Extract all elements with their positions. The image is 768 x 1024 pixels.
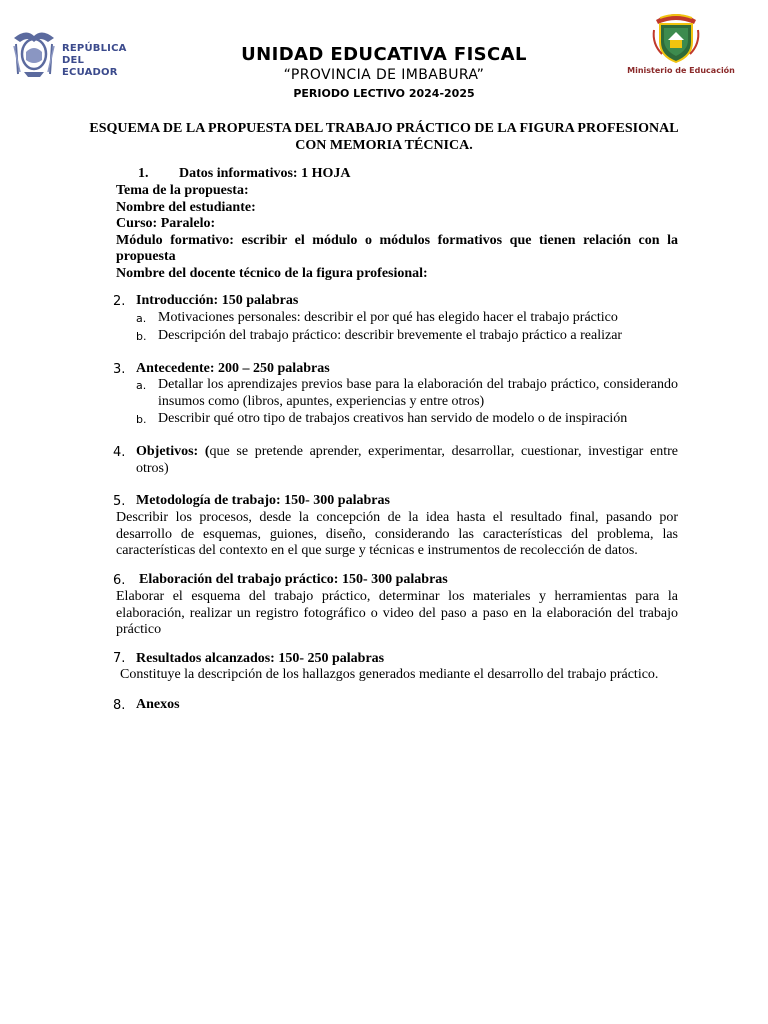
- school-name: UNIDAD EDUCATIVA FISCAL: [241, 44, 527, 65]
- section-5-number: 5.: [113, 494, 126, 509]
- section-3-item-b-letter: b.: [136, 413, 147, 426]
- section-2-heading: Introducción: 150 palabras: [136, 293, 299, 308]
- section-3-item-b: Describir qué otro tipo de trabajos creativos han servido de modelo o de inspiración: [158, 411, 628, 426]
- republica-line-1: REPÚBLICA: [62, 43, 127, 54]
- section-3-item-a-letter: a.: [136, 379, 147, 392]
- section-2-item-a: Motivaciones personales: describir el por qué has elegido hacer el trabajo práctico: [158, 310, 618, 325]
- section-2-item-b-letter: b.: [136, 330, 147, 343]
- section-1-fields: [116, 183, 678, 282]
- section-4-text: que se pretende aprender, experimentar, desarrollar, cuestionar, investigar entre otros): [136, 444, 678, 476]
- section-6-heading: Elaboración del trabajo práctico: 150- 300 palabras: [139, 572, 448, 587]
- section-7-heading: Resultados alcanzados: 150- 250 palabras: [136, 651, 385, 666]
- section-3-number: 3.: [113, 362, 126, 377]
- field-docente-tecnico: Nombre del docente técnico de la figura profesional:: [116, 265, 428, 281]
- section-6-text: Elaborar el esquema del trabajo práctico, determinar los materiales y herramientas para la elaboración, realizar un registro fotográfico o video del paso a paso en la elaboración del trabajo práctico: [116, 589, 678, 637]
- section-8-heading: Anexos: [136, 697, 180, 712]
- section-7-number: 7.: [113, 651, 126, 666]
- section-3-item-a: Detallar los aprendizajes previos base para la elaboración del trabajo práctico, considerando insumos como (libros, apuntes, experiencias y entre otros): [158, 377, 678, 409]
- section-2-number: 2.: [113, 294, 126, 309]
- section-5-text: Describir los procesos, desde la concepción de la idea hasta el resultado final, pasando por desarrollo de esquemas, guiones, diseño, considerando las características del problema, las características del contexto en el que surge y técnicas e instrumentos de recolección de datos.: [116, 510, 678, 558]
- section-1-heading: Datos informativos: 1 HOJA: [179, 166, 351, 181]
- school-period: PERIODO LECTIVO 2024-2025: [293, 87, 475, 100]
- field-tema: Tema de la propuesta:: [116, 183, 249, 198]
- section-7-text: Constituye la descripción de los hallazgos generados mediante el desarrollo del trabajo práctico.: [120, 667, 659, 682]
- section-4-number: 4.: [113, 445, 126, 460]
- section-4-content: [136, 444, 678, 477]
- field-nombre-estudiante: Nombre del estudiante:: [116, 199, 256, 215]
- school-province: “PROVINCIA DE IMBABURA”: [283, 67, 485, 83]
- section-4-heading: Objetivos: (: [136, 444, 210, 459]
- section-2-item-b: Descripción del trabajo práctico: describir brevemente el trabajo práctico a realizar: [158, 328, 623, 343]
- section-6-number: 6.: [113, 573, 126, 588]
- field-curso-paralelo: Curso: Paralelo:: [116, 216, 216, 231]
- section-5-heading: Metodología de trabajo: 150- 300 palabras: [136, 493, 390, 508]
- section-8-number: 8.: [113, 698, 126, 713]
- section-2-item-a-letter: a.: [136, 312, 147, 325]
- ministerio-logo-text: Ministerio de Educación: [627, 66, 735, 75]
- republica-line-2: DEL ECUADOR: [62, 55, 118, 78]
- section-3-heading: Antecedente: 200 – 250 palabras: [136, 361, 330, 376]
- field-modulo-formativo: Módulo formativo: escribir el módulo o módulos formativos que tienen relación con la propuesta: [116, 232, 678, 264]
- section-1-number: 1.: [138, 166, 149, 181]
- document-title: ESQUEMA DE LA PROPUESTA DEL TRABAJO PRÁCTICO DE LA FIGURA PROFESIONAL CON MEMORIA TÉCNICA.: [89, 121, 679, 153]
